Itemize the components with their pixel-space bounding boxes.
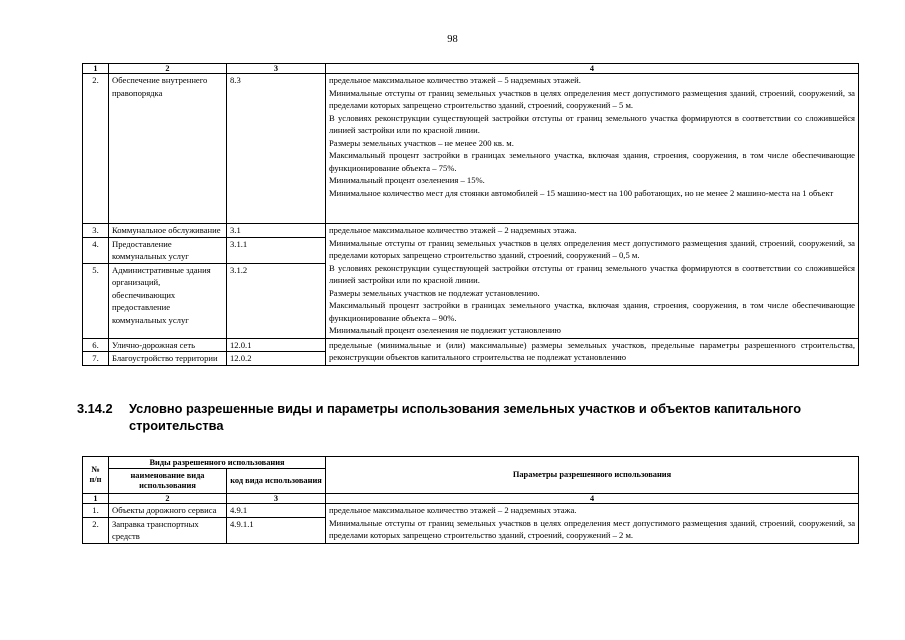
param-line: Размеры земельных участков не подлежат установлению. [329, 287, 540, 298]
use-type-code: 3.1.1 [227, 237, 326, 263]
use-type-code: 12.0.1 [227, 338, 326, 352]
table-header-row [83, 64, 859, 74]
header-cell: 4 [326, 64, 859, 74]
row-number: 3. [83, 224, 109, 238]
use-type-name: Благоустройство территории [109, 352, 227, 366]
row-number: 5. [83, 263, 109, 338]
header-cell-params: Параметры разрешенного использования [326, 457, 859, 494]
row-number: 2. [83, 517, 109, 543]
param-line: В условиях реконструкции существующей застройки отступы от границ земельного участка формируются в соответствии со сложившейся линией застройки или по красной линии. [329, 112, 855, 135]
use-type-name: Коммунальное обслуживание [109, 224, 227, 238]
use-type-code: 8.3 [227, 74, 326, 224]
use-type-name: Объекты дорожного сервиса [109, 504, 227, 518]
param-line: предельные (минимальные и (или) максимальные) размеры земельных участков, предельные параметры разрешенного строительства, реконструкции объектов капитального строительства не подлежат установлению [329, 339, 855, 362]
param-line: предельное максимальное количество этажей – 5 надземных этажей. [329, 75, 581, 85]
table-header-row [83, 457, 859, 469]
table-row [83, 338, 859, 352]
use-type-name: Предоставление коммунальных услуг [109, 237, 227, 263]
page-number: 98 [447, 34, 458, 45]
table-header-row [83, 494, 859, 504]
parameters-table-continued [82, 63, 859, 366]
use-parameters [326, 338, 859, 365]
use-type-name: Обеспечение внутреннего правопорядка [109, 74, 227, 224]
param-line: предельное максимальное количество этажей – 2 надземных этажа. [329, 505, 577, 515]
conditional-use-table [82, 456, 859, 544]
use-type-code: 3.1.2 [227, 263, 326, 338]
section-heading [77, 401, 867, 434]
use-type-code: 12.0.2 [227, 352, 326, 366]
use-type-name: Улично-дорожная сеть [109, 338, 227, 352]
table-row [83, 74, 859, 224]
header-cell: 3 [227, 64, 326, 74]
use-type-code: 4.9.1.1 [227, 517, 326, 543]
use-type-name: Заправка транспортных средств [109, 517, 227, 543]
row-number: 6. [83, 338, 109, 352]
table-row [83, 224, 859, 238]
use-parameters [326, 74, 859, 224]
param-line: Размеры земельных участков – не менее 200 кв. м. [329, 137, 514, 148]
table-row [83, 504, 859, 518]
header-cell-code: код вида использования [227, 469, 326, 494]
param-line: Максимальный процент застройки в границах земельного участка, включая здания, строения, сооружения, в том числе обеспечивающие функционирование объекта – 75%. [329, 150, 855, 173]
header-cell: 1 [83, 64, 109, 74]
param-line: Минимальное количество мест для стоянки автомобилей – 15 машино-мест на 100 работающих, но не менее 2 машино-места на 1 объект [329, 187, 834, 198]
header-cell: 3 [227, 494, 326, 504]
header-cell: 2 [109, 494, 227, 504]
use-type-code: 4.9.1 [227, 504, 326, 518]
header-cell: 2 [109, 64, 227, 74]
use-parameters [326, 224, 859, 339]
header-cell: 4 [326, 494, 859, 504]
param-line: Минимальный процент озеленения – 15%. [329, 175, 485, 185]
param-line: Минимальные отступы от границ земельных участков в целях определения мест допустимого размещения зданий, строений, сооружений, за пределами которых запрещено строительство зданий, строений, сооружений – 5 м. [329, 87, 855, 110]
row-number: 4. [83, 237, 109, 263]
header-cell: 1 [83, 494, 109, 504]
row-number: 7. [83, 352, 109, 366]
use-type-name: Административные здания организаций, обеспечивающих предоставление коммунальных услуг [109, 263, 227, 338]
param-line: Минимальные отступы от границ земельных участков в целях определения мест допустимого размещения зданий, строений, сооружений, за пределами которых запрещено строительство зданий, строений, сооружений – 0,5 м. [329, 237, 855, 260]
header-cell-name: наименование вида использования [109, 469, 227, 494]
param-line: Минимальные отступы от границ земельных участков в целях определения мест допустимого размещения зданий, строений, сооружений, за пределами которых запрещено строительство зданий, строений, сооружений – 2 м. [329, 517, 856, 540]
param-line: Минимальный процент озеленения не подлежит установлению [329, 325, 561, 335]
section-title: Условно разрешенные виды и параметры использования земельных участков и объектов капитального строительства [129, 401, 802, 433]
row-number: 1. [83, 504, 109, 518]
header-cell-number: № п/п [83, 457, 109, 494]
param-line: Максимальный процент застройки в границах земельного участка, включая здания, строения, сооружения, в том числе обеспечивающие функционирование объекта – 90%. [329, 300, 855, 323]
param-line: В условиях реконструкции существующей застройки отступы от границ земельного участка формируются в соответствии со сложившейся линией застройки или по красной линии. [329, 262, 855, 285]
header-cell-group: Виды разрешенного использования [109, 457, 326, 469]
use-type-code: 3.1 [227, 224, 326, 238]
section-number: 3.14.2 [77, 401, 113, 416]
use-parameters [326, 504, 859, 544]
row-number: 2. [83, 74, 109, 224]
param-line: предельное максимальное количество этажей – 2 надземных этажа. [329, 225, 577, 235]
